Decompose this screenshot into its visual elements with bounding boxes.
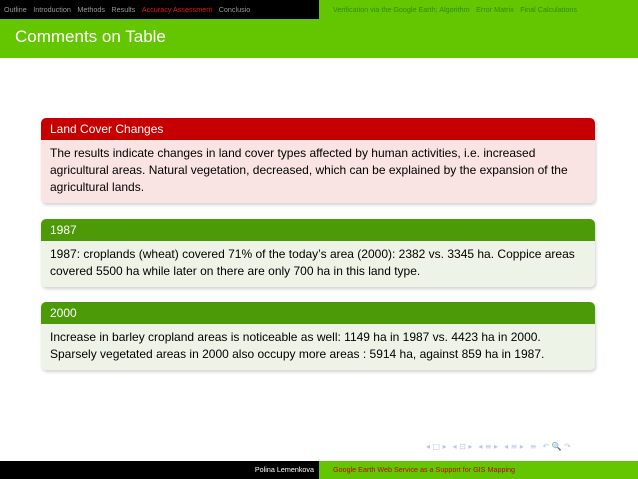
subsection-prev-icon[interactable]: ◂	[452, 442, 457, 451]
page-title: Comments on Table	[15, 27, 166, 46]
section-next-icon[interactable]: ▸	[494, 442, 499, 451]
forward-icon[interactable]: ↷	[564, 442, 571, 451]
appendix-icon[interactable]: ≡	[510, 442, 518, 451]
nav-item-conclusion[interactable]: Conclusio	[218, 5, 251, 14]
appendix-next-icon[interactable]: ▸	[519, 442, 524, 451]
align-icon[interactable]: ≡	[529, 442, 537, 451]
year-1987-block	[41, 219, 595, 287]
block-title: Land Cover Changes	[41, 118, 595, 140]
subsection-next-icon[interactable]: ▸	[468, 442, 473, 451]
block-body: The results indicate changes in land cover types affected by human activities, i.e. increased agricultural areas. Natural vegetation, decreased, which can be explained by the expansion of the agricultural lands.	[41, 140, 595, 203]
section-icon[interactable]: ≡	[484, 442, 492, 451]
search-icon[interactable]: 🔍	[551, 442, 562, 451]
nav-item-final-calculations[interactable]: Final Calculations	[520, 5, 577, 14]
nav-right-pane	[319, 0, 638, 19]
frame-next-icon[interactable]: ▸	[442, 442, 447, 451]
section-prev-icon[interactable]: ◂	[478, 442, 483, 451]
block-title: 1987	[41, 219, 595, 241]
nav-item-error-matrix[interactable]: Error Matrix	[476, 5, 514, 14]
block-body: 1987: croplands (wheat) covered 71% of the today’s area (2000): 2382 vs. 3345 ha. Coppice areas covered 5500 ha while later on there are only 700 ha in this land type.	[41, 241, 595, 287]
nav-item-introduction[interactable]: Introduction	[33, 5, 71, 14]
block-body: Increase in barley cropland areas is noticeable as well: 1149 ha in 1987 vs. 4423 ha in 2000. Sparsely vegetated areas in 2000 also occupy more areas : 5914 ha, against 859 ha in 1987.	[41, 324, 595, 370]
frame-title-bar	[0, 19, 638, 58]
footer-bar	[0, 461, 638, 479]
back-icon[interactable]: ↶	[542, 442, 550, 451]
appendix-prev-icon[interactable]: ◂	[504, 442, 509, 451]
frame-icon[interactable]: □	[432, 442, 441, 451]
section-navigation-bar	[0, 0, 638, 19]
block-title: 2000	[41, 302, 595, 324]
land-cover-changes-block	[41, 118, 595, 203]
nav-item-verification[interactable]: Verification via the Google Earth: Algorithm	[333, 5, 470, 14]
nav-left-pane	[0, 0, 319, 19]
footer-author: Polina Lemenkova	[0, 461, 319, 479]
nav-item-outline[interactable]: Outline	[4, 5, 27, 14]
nav-item-results[interactable]: Results	[111, 5, 136, 14]
navigation-symbols	[426, 441, 573, 453]
nav-item-accuracy-assessment[interactable]: Accuracy Assessment	[141, 5, 213, 14]
subsection-icon[interactable]: ⊡	[459, 442, 466, 451]
year-2000-block	[41, 302, 595, 370]
nav-item-methods[interactable]: Methods	[77, 5, 105, 14]
footer-talk-title: Google Earth Web Service as a Support for GIS Mapping	[319, 461, 638, 479]
frame-prev-icon[interactable]: ◂	[426, 442, 431, 451]
